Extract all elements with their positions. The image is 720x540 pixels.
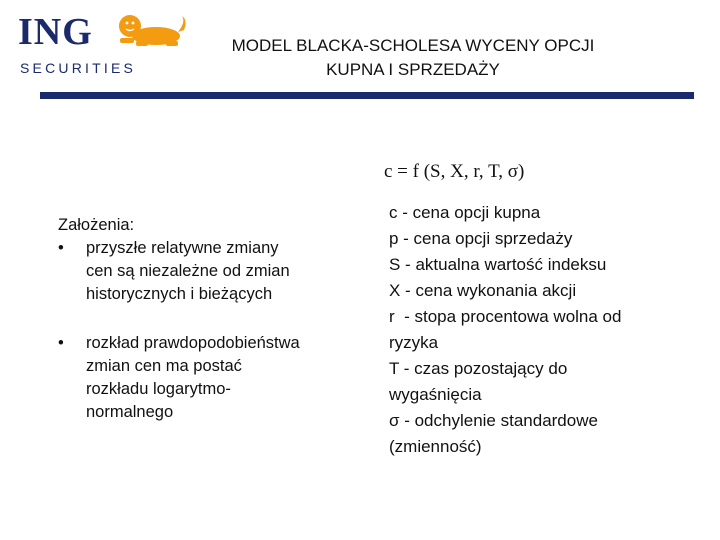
bullet-icon: • [58, 239, 64, 257]
definition-item [389, 200, 709, 226]
assumption-line: normalnego [86, 403, 174, 421]
title-line-1: MODEL BLACKA-SCHOLESA WYCENY OPCJI [231, 36, 595, 55]
definition-text: X - cena wykonania akcji [389, 281, 577, 300]
assumptions-section [58, 214, 358, 424]
definition-item [389, 304, 709, 356]
ing-securities-logo [18, 12, 178, 74]
definition-text: T - czas pozostający do [389, 359, 568, 378]
logo-brand-text: ING [18, 11, 93, 53]
bullet-icon: • [58, 334, 64, 352]
definition-text: r - stopa procentowa wolna od [389, 307, 622, 326]
lion-icon [110, 12, 188, 56]
logo-subtitle: SECURITIES [20, 60, 137, 76]
definition-continuation: wygaśnięcia [389, 385, 482, 404]
assumption-line: historycznych i bieżących [86, 285, 273, 303]
page-title [180, 34, 646, 82]
assumption-line: przyszłe relatywne zmiany [86, 239, 279, 257]
assumption-item [58, 332, 358, 424]
title-line-2: KUPNA I SPRZEDAŻY [326, 60, 500, 79]
definition-continuation: ryzyka [389, 333, 439, 352]
definition-item [389, 356, 709, 408]
assumption-line: rozkład prawdopodobieństwa [86, 334, 300, 352]
definition-item [389, 252, 709, 278]
definition-text: c - cena opcji kupna [389, 203, 541, 222]
definition-continuation: (zmienność) [389, 437, 482, 456]
definition-text: S - aktualna wartość indeksu [389, 255, 607, 274]
formula: c = f (S, X, r, T, σ) [384, 161, 525, 182]
definition-item [389, 278, 709, 304]
assumption-line: cen są niezależne od zmian [86, 262, 290, 280]
header-divider [40, 92, 694, 99]
definition-text: p - cena opcji sprzedaży [389, 229, 573, 248]
definition-item [389, 408, 709, 460]
definition-item [389, 226, 709, 252]
assumption-line: zmian cen ma postać [86, 357, 242, 375]
definition-text: σ - odchylenie standardowe [389, 411, 598, 430]
assumption-line: rozkładu logarytmo- [86, 380, 231, 398]
assumptions-heading: Założenia: [58, 216, 135, 234]
variable-definitions [389, 200, 709, 460]
assumption-item [58, 237, 358, 306]
